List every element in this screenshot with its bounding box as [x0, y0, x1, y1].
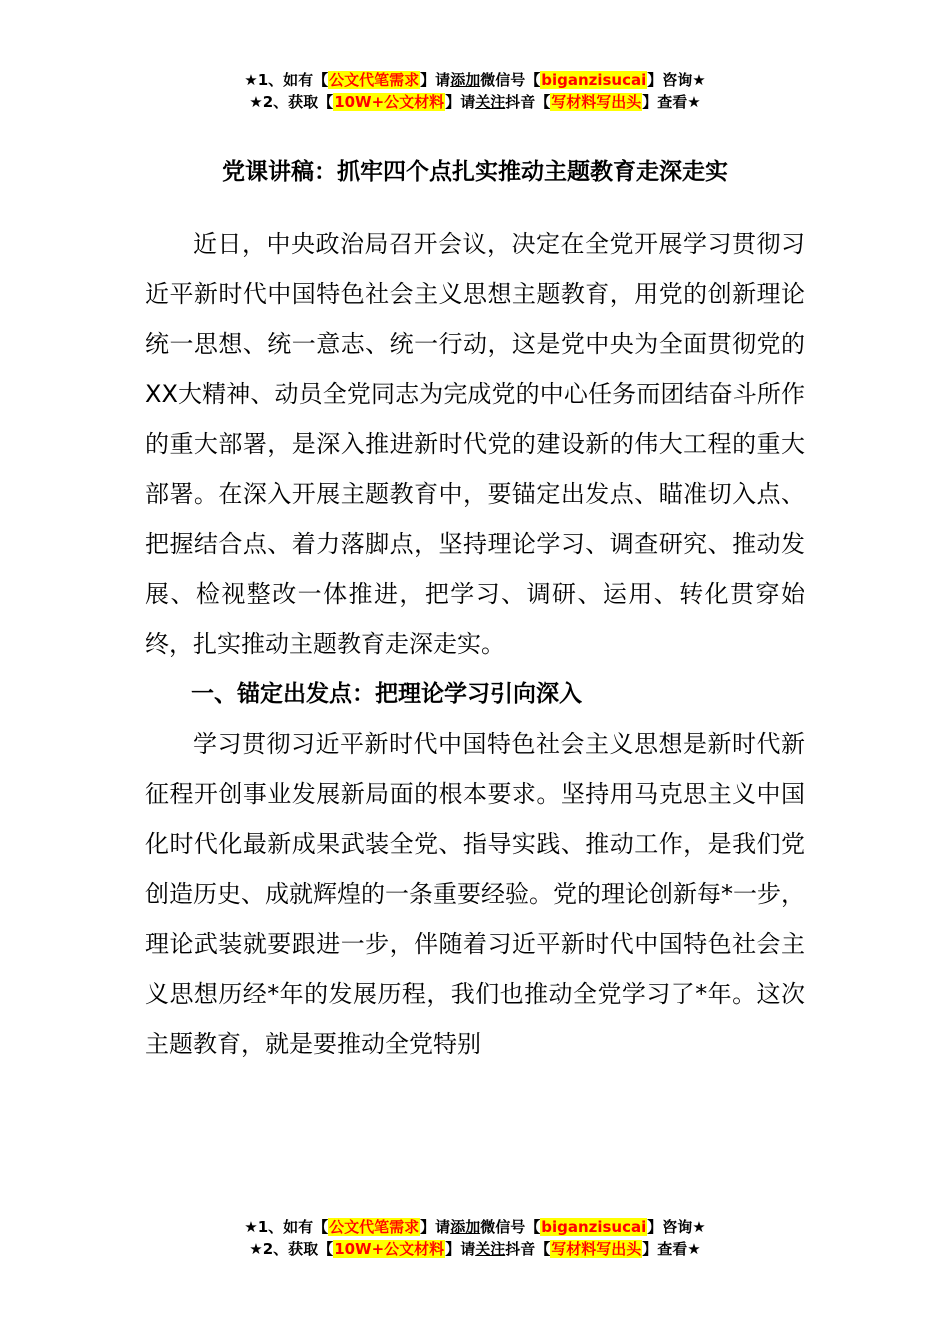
banner-line1-underlined: 添加 — [450, 1218, 481, 1236]
banner-line1-suffix: 】咨询★ — [647, 1218, 706, 1236]
banner-line1-mid-2: 微信号【 — [480, 71, 541, 89]
banner-line2-highlight-1: 10W+公文材料 — [334, 93, 445, 111]
banner-line1-highlight-1: 公文代笔需求 — [329, 71, 420, 89]
banner-line2-mid-1: 】请 — [445, 1240, 476, 1258]
banner-line2-highlight-1: 10W+公文材料 — [334, 1240, 445, 1258]
banner-line-1-bottom — [0, 1216, 950, 1238]
body-paragraph-2: 学习贯彻习近平新时代中国特色社会主义思想是新时代新征程开创事业发展新局面的根本要求。坚持用马克思主义中国化时代化最新成果武装全党、指导实践、推动工作，是我们党创造历史、成就辉煌的一条重要经验。党的理论创新每*一步，理论武装就要跟进一步，伴随着习近平新时代中国特色社会主义思想历经*年的发展历程，我们也推动全党学习了*年。这次主题教育，就是要推动全党特别 — [145, 730, 805, 1058]
top-banner — [0, 69, 950, 113]
banner-line1-suffix: 】咨询★ — [647, 71, 706, 89]
banner-line2-underlined: 关注 — [475, 93, 506, 111]
banner-line1-highlight-2: biganzisucai — [541, 1218, 647, 1236]
banner-line1-mid-2: 微信号【 — [480, 1218, 541, 1236]
banner-line2-suffix: 】查看★ — [642, 93, 701, 111]
bottom-banner — [0, 1216, 950, 1260]
banner-line1-mid-1: 】请 — [420, 71, 451, 89]
body-paragraph-1: 近日，中央政治局召开会议，决定在全党开展学习贯彻习近平新时代中国特色社会主义思想主题教育，用党的创新理论统一思想、统一意志、统一行动，这是党中央为全面贯彻党的XX大精神、动员全党同志为完成党的中心任务而团结奋斗所作的重大部署，是深入推进新时代党的建设新的伟大工程的重大部署。在深入开展主题教育中，要锚定出发点、瞄准切入点、把握结合点、着力落脚点，坚持理论学习、调查研究、推动发展、检视整改一体推进，把学习、调研、运用、转化贯穿始终，扎实推动主题教育走深走实。 — [145, 230, 805, 658]
banner-line-1 — [0, 69, 950, 91]
banner-line-2 — [0, 91, 950, 113]
banner-line2-prefix: ★2、获取【 — [249, 1240, 334, 1258]
banner-line2-prefix: ★2、获取【 — [249, 93, 334, 111]
banner-line2-mid-2: 抖音【 — [505, 1240, 551, 1258]
banner-line-2-bottom — [0, 1238, 950, 1260]
section-heading-1: 一、锚定出发点：把理论学习引向深入 — [191, 681, 582, 707]
banner-line2-highlight-2: 写材料写出头 — [551, 93, 642, 111]
banner-line1-underlined: 添加 — [450, 71, 481, 89]
banner-line1-prefix: ★1、如有【 — [244, 71, 329, 89]
document-title: 党课讲稿：抓牢四个点扎实推动主题教育走深走实 — [222, 159, 728, 185]
banner-line2-underlined: 关注 — [475, 1240, 506, 1258]
banner-line1-highlight-2: biganzisucai — [541, 71, 647, 89]
document-body — [145, 219, 805, 1069]
banner-line1-highlight-1: 公文代笔需求 — [329, 1218, 420, 1236]
banner-line1-prefix: ★1、如有【 — [244, 1218, 329, 1236]
banner-line1-mid-1: 】请 — [420, 1218, 451, 1236]
banner-line2-highlight-2: 写材料写出头 — [551, 1240, 642, 1258]
banner-line2-suffix: 】查看★ — [642, 1240, 701, 1258]
banner-line2-mid-1: 】请 — [445, 93, 476, 111]
banner-line2-mid-2: 抖音【 — [505, 93, 551, 111]
